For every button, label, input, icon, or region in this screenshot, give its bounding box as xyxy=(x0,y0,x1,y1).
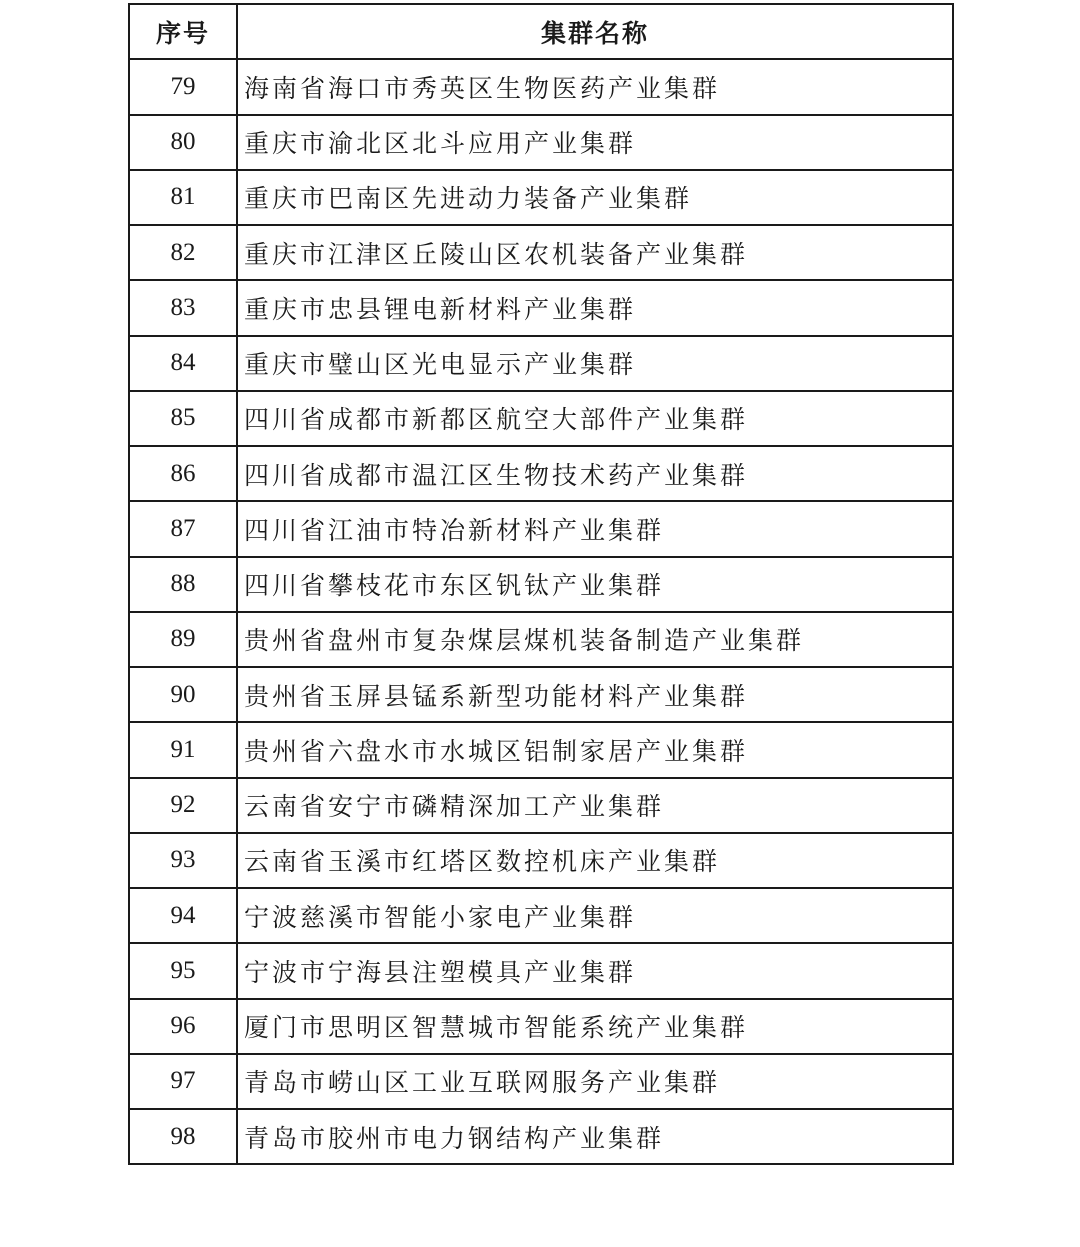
row-number: 96 xyxy=(129,999,237,1054)
row-number: 91 xyxy=(129,722,237,777)
row-number: 92 xyxy=(129,778,237,833)
cluster-name: 重庆市巴南区先进动力装备产业集群 xyxy=(237,170,953,225)
cluster-name: 重庆市璧山区光电显示产业集群 xyxy=(237,336,953,391)
cluster-name: 青岛市崂山区工业互联网服务产业集群 xyxy=(237,1054,953,1109)
cluster-name: 四川省成都市新都区航空大部件产业集群 xyxy=(237,391,953,446)
cluster-name: 四川省江油市特冶新材料产业集群 xyxy=(237,501,953,556)
cluster-name: 四川省攀枝花市东区钒钛产业集群 xyxy=(237,557,953,612)
table-row xyxy=(129,667,953,722)
table-row xyxy=(129,557,953,612)
cluster-name: 贵州省盘州市复杂煤层煤机装备制造产业集群 xyxy=(237,612,953,667)
cluster-name: 海南省海口市秀英区生物医药产业集群 xyxy=(237,59,953,114)
table-row xyxy=(129,225,953,280)
table-row xyxy=(129,115,953,170)
table-header-row xyxy=(129,4,953,59)
table-row xyxy=(129,336,953,391)
row-number: 84 xyxy=(129,336,237,391)
row-number: 85 xyxy=(129,391,237,446)
row-number: 80 xyxy=(129,115,237,170)
table-row xyxy=(129,280,953,335)
cluster-name: 四川省成都市温江区生物技术药产业集群 xyxy=(237,446,953,501)
table-row xyxy=(129,501,953,556)
row-number: 88 xyxy=(129,557,237,612)
row-number: 89 xyxy=(129,612,237,667)
cluster-name: 宁波慈溪市智能小家电产业集群 xyxy=(237,888,953,943)
row-number: 86 xyxy=(129,446,237,501)
row-number: 95 xyxy=(129,943,237,998)
row-number: 79 xyxy=(129,59,237,114)
row-number: 98 xyxy=(129,1109,237,1164)
header-number: 序号 xyxy=(129,4,237,59)
table-row xyxy=(129,391,953,446)
cluster-name: 云南省玉溪市红塔区数控机床产业集群 xyxy=(237,833,953,888)
row-number: 81 xyxy=(129,170,237,225)
row-number: 97 xyxy=(129,1054,237,1109)
table-row xyxy=(129,1109,953,1164)
cluster-name: 重庆市忠县锂电新材料产业集群 xyxy=(237,280,953,335)
cluster-list-table xyxy=(128,3,954,1165)
cluster-name: 宁波市宁海县注塑模具产业集群 xyxy=(237,943,953,998)
row-number: 87 xyxy=(129,501,237,556)
table-row xyxy=(129,999,953,1054)
row-number: 83 xyxy=(129,280,237,335)
cluster-name: 贵州省玉屏县锰系新型功能材料产业集群 xyxy=(237,667,953,722)
table-row xyxy=(129,446,953,501)
row-number: 82 xyxy=(129,225,237,280)
row-number: 94 xyxy=(129,888,237,943)
table-row xyxy=(129,170,953,225)
cluster-name: 重庆市江津区丘陵山区农机装备产业集群 xyxy=(237,225,953,280)
cluster-name: 云南省安宁市磷精深加工产业集群 xyxy=(237,778,953,833)
cluster-name: 青岛市胶州市电力钢结构产业集群 xyxy=(237,1109,953,1164)
table-row xyxy=(129,943,953,998)
row-number: 90 xyxy=(129,667,237,722)
cluster-name: 重庆市渝北区北斗应用产业集群 xyxy=(237,115,953,170)
table-row xyxy=(129,59,953,114)
table-row xyxy=(129,1054,953,1109)
table-row xyxy=(129,888,953,943)
row-number: 93 xyxy=(129,833,237,888)
table-body xyxy=(129,59,953,1164)
header-name: 集群名称 xyxy=(237,4,953,59)
cluster-name: 厦门市思明区智慧城市智能系统产业集群 xyxy=(237,999,953,1054)
cluster-name: 贵州省六盘水市水城区铝制家居产业集群 xyxy=(237,722,953,777)
table-row xyxy=(129,722,953,777)
table-row xyxy=(129,778,953,833)
table-row xyxy=(129,833,953,888)
table-row xyxy=(129,612,953,667)
